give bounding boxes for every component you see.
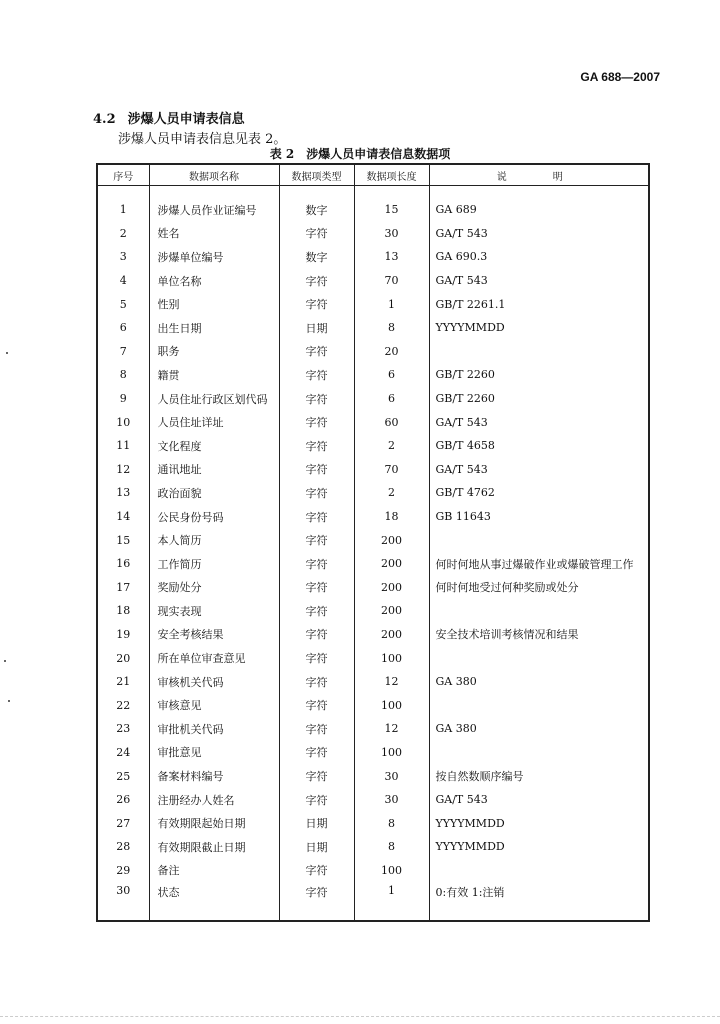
cell-serial: 4 [97,269,149,293]
table-row [97,316,649,340]
cell-description: GB/T 2260 [429,363,649,387]
table-caption: 表 2 涉爆人员申请表信息数据项 [269,147,451,161]
table-row [97,788,649,812]
cell-item-type: 字符 [279,505,354,529]
cell-item-name: 备注 [149,859,279,883]
cell-item-length: 200 [354,528,429,552]
cell-description [429,528,649,552]
cell-item-type: 字符 [279,269,354,293]
header-description [429,164,649,186]
cell-description: GA 380 [429,670,649,694]
table-row [97,835,649,859]
table-row [97,528,649,552]
cell-item-name: 文化程度 [149,434,279,458]
header-item-length: 数据项长度 [354,164,429,186]
cell-serial: 9 [97,387,149,411]
table-row [97,646,649,670]
scan-artifact-line [0,1016,720,1018]
cell-description: GB/T 4658 [429,434,649,458]
cell-item-type: 日期 [279,316,354,340]
cell-item-type: 字符 [279,788,354,812]
cell-item-type: 字符 [279,859,354,883]
cell-item-length: 6 [354,363,429,387]
cell-item-type: 字符 [279,387,354,411]
table-row [97,670,649,694]
cell-item-type: 字符 [279,434,354,458]
table-row [97,458,649,482]
cell-item-length: 2 [354,481,429,505]
cell-serial: 3 [97,245,149,269]
cell-item-type: 数字 [279,198,354,222]
table-row [97,387,649,411]
cell-description: 何时何地从事过爆破作业或爆破管理工作 [429,552,649,576]
table-row [97,859,649,883]
cell-item-name: 姓名 [149,222,279,246]
cell-item-type: 数字 [279,245,354,269]
cell-item-type: 字符 [279,292,354,316]
cell-serial: 16 [97,552,149,576]
cell-serial: 24 [97,741,149,765]
cell-item-name: 备案材料编号 [149,764,279,788]
table-row [97,811,649,835]
cell-description: 安全技术培训考核情况和结果 [429,623,649,647]
cell-item-name: 审批机关代码 [149,717,279,741]
cell-description: GA/T 543 [429,410,649,434]
cell-serial: 15 [97,528,149,552]
cell-item-type: 字符 [279,363,354,387]
cell-item-name: 审批意见 [149,741,279,765]
table-row [97,505,649,529]
cell-description: YYYYMMDD [429,811,649,835]
cell-item-name: 人员住址行政区划代码 [149,387,279,411]
cell-item-name: 有效期限截止日期 [149,835,279,859]
table-row [97,363,649,387]
table-body [97,186,649,922]
cell-item-type: 字符 [279,576,354,600]
cell-serial: 30 [97,882,149,921]
cell-item-length: 8 [354,811,429,835]
cell-serial: 6 [97,316,149,340]
cell-item-length: 60 [354,410,429,434]
table-row [97,340,649,364]
cell-description [429,340,649,364]
cell-item-type: 字符 [279,410,354,434]
table-row [97,741,649,765]
table-row [97,198,649,222]
cell-item-name: 涉爆人员作业证编号 [149,198,279,222]
cell-item-name: 现实表现 [149,599,279,623]
cell-item-type: 字符 [279,717,354,741]
table-row [97,245,649,269]
cell-item-length: 6 [354,387,429,411]
section-title: 涉爆人员申请表信息 [127,112,245,127]
cell-description [429,693,649,717]
table-spacer-row [97,186,649,199]
cell-description: 何时何地受过何种奖励或处分 [429,576,649,600]
cell-serial: 11 [97,434,149,458]
cell-serial: 18 [97,599,149,623]
section-description: 涉爆人员申请表信息见表 2。 [118,132,287,147]
cell-item-length: 12 [354,717,429,741]
cell-item-name: 公民身份号码 [149,505,279,529]
cell-description: GA/T 543 [429,269,649,293]
cell-item-name: 工作简历 [149,552,279,576]
header-item-type: 数据项类型 [279,164,354,186]
cell-serial: 7 [97,340,149,364]
table-row [97,693,649,717]
table-row [97,292,649,316]
cell-serial: 10 [97,410,149,434]
cell-item-length: 70 [354,458,429,482]
section-number: 4.2 [93,112,116,127]
cell-item-length: 30 [354,788,429,812]
cell-serial: 26 [97,788,149,812]
cell-item-name: 审核机关代码 [149,670,279,694]
cell-item-name: 注册经办人姓名 [149,788,279,812]
table-row [97,717,649,741]
table-row [97,410,649,434]
cell-item-name: 政治面貌 [149,481,279,505]
cell-serial: 1 [97,198,149,222]
cell-item-type: 日期 [279,811,354,835]
cell-item-name: 职务 [149,340,279,364]
cell-description [429,741,649,765]
cell-serial: 22 [97,693,149,717]
table-row [97,222,649,246]
cell-item-length: 200 [354,599,429,623]
cell-serial: 19 [97,623,149,647]
cell-item-name: 本人简历 [149,528,279,552]
cell-item-length: 100 [354,646,429,670]
cell-item-name: 奖励处分 [149,576,279,600]
data-items-table [96,163,650,922]
header-item-name: 数据项名称 [149,164,279,186]
cell-description: YYYYMMDD [429,316,649,340]
cell-item-length: 200 [354,623,429,647]
cell-description: YYYYMMDD [429,835,649,859]
cell-description: GB/T 4762 [429,481,649,505]
cell-item-length: 8 [354,835,429,859]
table-row [97,269,649,293]
cell-description [429,599,649,623]
cell-description: 0:有效 1:注销 [429,882,649,921]
cell-item-length: 2 [354,434,429,458]
cell-item-length: 20 [354,340,429,364]
cell-description: GA 690.3 [429,245,649,269]
cell-item-length: 70 [354,269,429,293]
cell-item-type: 字符 [279,693,354,717]
cell-item-type: 字符 [279,552,354,576]
cell-serial: 25 [97,764,149,788]
cell-item-length: 8 [354,316,429,340]
cell-item-name: 所在单位审查意见 [149,646,279,670]
cell-item-length: 100 [354,693,429,717]
cell-item-type: 字符 [279,623,354,647]
cell-item-type: 字符 [279,528,354,552]
cell-item-type: 字符 [279,340,354,364]
cell-item-length: 13 [354,245,429,269]
cell-serial: 20 [97,646,149,670]
cell-serial: 21 [97,670,149,694]
cell-description: GA/T 543 [429,788,649,812]
table-row [97,481,649,505]
cell-item-name: 状态 [149,882,279,921]
cell-item-type: 字符 [279,670,354,694]
cell-serial: 17 [97,576,149,600]
table-header-row [97,164,649,186]
cell-item-length: 100 [354,741,429,765]
cell-item-name: 性别 [149,292,279,316]
cell-serial: 5 [97,292,149,316]
cell-serial: 2 [97,222,149,246]
cell-serial: 12 [97,458,149,482]
cell-item-length: 18 [354,505,429,529]
cell-description: GB/T 2260 [429,387,649,411]
table-row [97,623,649,647]
cell-description: GB/T 2261.1 [429,292,649,316]
cell-item-type: 字符 [279,222,354,246]
cell-item-length: 100 [354,859,429,883]
table-row [97,552,649,576]
cell-item-type: 字符 [279,458,354,482]
table-row [97,576,649,600]
cell-item-name: 籍贯 [149,363,279,387]
cell-serial: 28 [97,835,149,859]
header-description-text: 说 明 [496,171,581,183]
cell-serial: 27 [97,811,149,835]
header-serial: 序号 [97,164,149,186]
cell-serial: 23 [97,717,149,741]
cell-description: GA/T 543 [429,222,649,246]
cell-item-name: 人员住址详址 [149,410,279,434]
section-heading [93,108,245,127]
cell-item-name: 单位名称 [149,269,279,293]
cell-item-name: 通讯地址 [149,458,279,482]
cell-item-type: 日期 [279,835,354,859]
scan-speck [4,660,6,662]
cell-item-length: 1 [354,882,429,921]
cell-item-name: 涉爆单位编号 [149,245,279,269]
cell-item-length: 200 [354,552,429,576]
cell-description: 按自然数顺序编号 [429,764,649,788]
scan-speck [6,352,8,354]
cell-item-length: 1 [354,292,429,316]
cell-item-length: 15 [354,198,429,222]
table-row [97,882,649,921]
cell-serial: 14 [97,505,149,529]
document-code: GA 688—2007 [580,70,660,84]
cell-item-name: 安全考核结果 [149,623,279,647]
scan-speck [8,700,10,702]
cell-serial: 13 [97,481,149,505]
cell-description: GA 689 [429,198,649,222]
cell-item-length: 12 [354,670,429,694]
cell-description [429,859,649,883]
cell-item-type: 字符 [279,481,354,505]
table-row [97,434,649,458]
cell-item-type: 字符 [279,882,354,921]
cell-serial: 8 [97,363,149,387]
cell-item-name: 有效期限起始日期 [149,811,279,835]
cell-item-length: 30 [354,764,429,788]
cell-description: GA/T 543 [429,458,649,482]
cell-item-type: 字符 [279,764,354,788]
cell-item-length: 30 [354,222,429,246]
cell-description: GB 11643 [429,505,649,529]
cell-item-length: 200 [354,576,429,600]
cell-description [429,646,649,670]
cell-description: GA 380 [429,717,649,741]
table-row [97,599,649,623]
cell-item-name: 审核意见 [149,693,279,717]
table-row [97,764,649,788]
cell-item-name: 出生日期 [149,316,279,340]
cell-item-type: 字符 [279,599,354,623]
cell-serial: 29 [97,859,149,883]
cell-item-type: 字符 [279,741,354,765]
cell-item-type: 字符 [279,646,354,670]
